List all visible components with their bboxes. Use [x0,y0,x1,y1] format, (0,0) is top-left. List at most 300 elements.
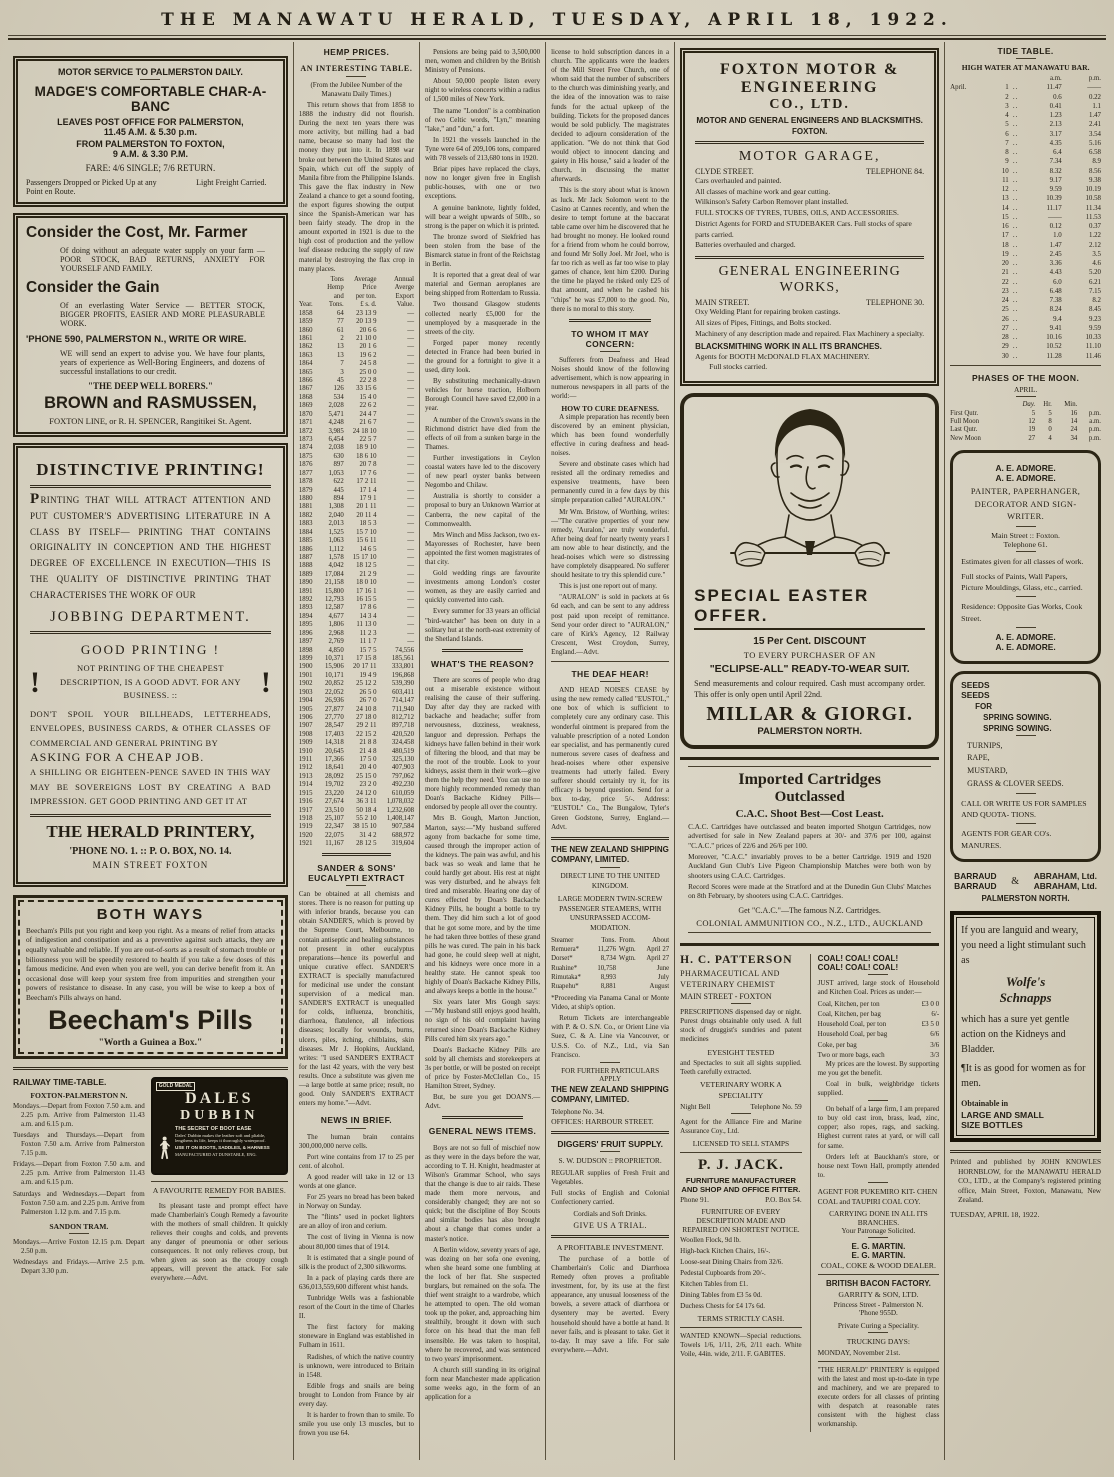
garage-service-line: Wilkinson's Safety Carbon Remover plant installed. [695,197,849,207]
value-cell: 897,718 [391,722,414,730]
value-cell: — [407,436,414,444]
rule [680,1152,802,1153]
phase-minute: 34 [1070,434,1078,442]
day-cell: 24 [1001,297,1009,305]
value-cell: 74,556 [395,646,414,654]
am-cell: 8.24 [1049,306,1062,314]
month-cell [950,185,991,194]
price-cell: 55 2 10 [356,815,377,822]
brief-item: It is reported that a great deal of war material and German aeroplanes are being shipped from Rotterdam to Russia. [424,271,541,298]
ad-paragraph: Agent for the Alliance Fire and Marine Assurance Coy., Ltd. [680,1118,802,1136]
leader-dots [1009,213,1023,222]
price-item: High-back Kitchen Chairs, 16/-. [680,1246,771,1255]
divider [69,1233,89,1234]
hemp-table-row [299,798,414,806]
divider [346,1128,366,1129]
divider [1016,551,1036,552]
price-cell: 17 5 0 [359,756,377,764]
col-header: per ton. [355,292,377,300]
year-cell: 1883 [298,520,313,528]
ad-paragraph: DON'T SPOIL YOUR BILLHEADS, LETTERHEADS, ENVELOPES, BUSINESS CARDS, & OTHER CLASSES OF COMMERCIAL AND GENERAL PRINTING BY [30,709,271,748]
price-cell: 17 7 6 [359,469,377,477]
day-cell: 20 [1001,260,1009,268]
tide-row [950,324,1101,333]
day-cell: 13 [1001,195,1009,203]
col-header: £ s. d. [360,301,377,309]
hemp-table-row [299,310,414,318]
tons-cell: 897 [333,461,344,469]
am-cell: 9.4 [1053,315,1062,323]
tide-table-body [950,83,1101,361]
year-cell: 1896 [298,629,313,637]
coal-price-row [818,1040,940,1050]
brief-item: Further investigations in Ceylon coastal waters have led to the discovery of new pearl oyster banks between Negombo and Chilaw. [424,453,541,490]
col-header: Tons [330,275,344,283]
value-cell: 319,604 [391,840,414,848]
firm-name-line: BARRAUD [954,871,997,882]
price-cell: 24 5 8 [359,360,377,368]
tide-row [950,130,1101,139]
article-source: (From the Jubilee Number of the Manawatu Daily Times.) [310,80,403,98]
hemp-table-row [299,453,414,461]
ad-paragraph: If you are languid and weary, you need a light stimulant such as [961,925,1086,967]
year-cell: 1899 [298,654,313,662]
news-brief-item: Tunbridge Wells was a fashionable resort of the Court in the time of Charles II. [298,1294,414,1321]
steamer-date: April 27 [646,946,670,954]
ad-firm-name: P. J. JACK. [697,1156,784,1173]
hemp-table-row [299,478,414,486]
coal-price: 6/6 [930,1030,940,1039]
works-service-line: All sizes of Pipes, Fittings, and Bolts stocked. [695,318,832,328]
ad-brand: DALES [185,1089,254,1107]
hemp-table-row [299,655,414,663]
month-cell [950,148,991,157]
month-cell [950,111,991,120]
seeds-line: SEEDS [961,689,990,700]
garage-service-line: All classes of machine work and gear cutting. [695,186,831,196]
firm-name-line: ABRAHAM, Ltd. [1033,871,1097,882]
month-cell [950,278,991,287]
brief-item: Briar pipes have replaced the clays, now no longer given free in English public-houses, with one or two exceptions. [424,165,541,201]
tide-row [950,241,1101,250]
leader-dots [1009,268,1023,277]
patronage-line: Your Patronage Solicited. [841,1226,916,1235]
brief-item: Two thousand Glasgow students collected nearly £5,000 for the unemployed by a masquerade in the streets of the city. [424,300,541,336]
divider [1016,58,1036,59]
article-paragraph: Sufferers from Deafness and Head Noises should know of the following advertisement, which is now appearing in numerous newspapers in all parts of the world:— [551,356,670,401]
year-cell: 1885 [298,537,313,545]
day-cell: 26 [1001,315,1009,323]
rule [30,814,271,817]
divider [473,1139,493,1140]
year-cell: 1887 [298,553,313,561]
divider [600,867,620,868]
ad-line: Full stocks of English and Colonial Confectionery carried. [551,1188,670,1206]
price-cell: 21 10 0 [356,334,377,342]
pm-cell: 10.19 [1085,186,1101,194]
tons-cell: 622 [333,478,344,486]
price-cell: 11 1 7 [359,638,377,646]
tons-cell: 7 [340,360,344,368]
ad-wolfes-schnapps [950,911,1101,1142]
value-cell: — [407,537,414,545]
ad-paragraph: A SHILLING OR EIGHTEEN-PENCE SAVED IN THIS WAY MAY BE SOVEREIGNS LOST BY CREATING A BAD IMPRESSION. GET GOOD PRINTING AND GET IT AT [30,767,271,807]
price-cell: 24 12 0 [356,789,377,797]
col-header: Price [362,284,377,292]
ad-paragraph: AGENTS FOR GEAR CO's. MANURES. [961,829,1052,850]
hemp-table-row [299,461,414,469]
discount-line: 15 Per Cent. DISCOUNT [753,635,867,647]
price-cell: 22 15 2 [356,730,377,738]
year-cell: 1868 [298,393,313,401]
masthead-title: THE MANAWATU HERALD, TUESDAY, APRIL 18, 1922. [161,10,953,30]
article-paragraph: Can be obtained at all chemists and stores. There is no reason for putting up with inferior brands, because you can obtain SANDER'S, which is proved by the Supreme Court, Melbourne, to contain antiseptic and healing substances not present in other eucalyptus preparations—hence its powerful and unique curative effect. SANDER'S EXTRACT is specially manufactured for medicinal use under the constant supervision of a medical man. SANDER'S EXTRACT is unequalled for colds, influenza, bronchitis, diarrhoea, flatulence, all infectious diseases; locally for wounds, burns, ulcers, piles, itching, chilblains, skin diseases. Mr J. Hopkins, Auckland, writes: "I used SANDER'S EXTRACT for the last 42 years, with the very best results. Once a substitute was given me—a large bottle at same price; result, no good. Only SANDER'S EXTRACT enters my home."—Advt. [298,890,414,1108]
tons-cell: 4,677 [328,612,344,620]
day-cell: 6 [1005,130,1009,138]
tons-cell: 2,769 [328,638,344,646]
ad-paragraph: Beecham's Pills put you right and keep you right. As a means of relief from attacks of indigestion and constipation and as a preventive against such attacks, they are equally valuable and reliable. If you are out-of-sorts as a result of stomach trouble or biliousness you will be speedily restored to health if you take a few doses of this famous medicine. And even when you are well, you can derive benefit from it. An occasional dose will keep your system free from impurities and strengthen your powers of resistance to disease. In any case, you will be wise to keep a box of Beecham's Pills always on hand. [26,925,275,1003]
value-cell: 711,940 [392,705,414,713]
hemp-table-row [299,529,414,537]
hemp-table-row [299,411,414,419]
phase-name: Full Moon [950,418,980,425]
furniture-price-list [680,1236,802,1312]
year-cell: 1918 [298,815,313,822]
tide-row [950,287,1101,296]
leader-dots [1009,167,1023,176]
seeds-line: FOR [975,701,993,711]
value-cell: — [407,368,414,376]
price-cell: 22 5 7 [359,436,377,444]
col-header: Hemp [327,284,344,292]
news-brief-item: Radishes, of which the native country is unknown, were introduced to Britain in 1548. [298,1352,414,1379]
price-cell: 25 0 0 [359,368,377,376]
hemp-table-row [299,638,414,646]
ad-tagline: "THE DEEP WELL BORERS." [88,381,213,391]
ad-paragraph: On behalf of a large firm, I am prepared to buy old cast iron, brass, lead, zinc, copper; also ropes, rags, and sacking. Highest current rates at yard, or will call for same. [817,1105,940,1150]
hemp-table-row [299,318,414,326]
pm-cell: 3.5 [1092,250,1101,258]
ad-headline: BRITISH BACON FACTORY. [825,1278,931,1288]
ad-address: MAIN STREET FOXTON [92,859,209,870]
ad-paragraph: and Spectacles to suit all sights supplied. Teeth carefully extracted. [680,1059,802,1077]
month-cell [950,305,991,314]
firm-name-line: BARRAUD [954,881,997,892]
price-cell: 22 6 2 [359,402,377,410]
pm-cell: 0.37 [1088,223,1101,231]
month-cell [950,315,991,324]
ad-paragraph: NOT PRINTING OF THE CHEAPEST DESCRIPTION, IS A GOOD ADVT. FOR ANY BUSINESS. :: [59,663,241,701]
dealer-name: E. G. MARTIN. [851,1250,906,1260]
year-cell: 1865 [298,368,313,376]
value-cell: — [407,385,414,393]
coal-headline: COAL! COAL! COAL! [817,953,899,963]
month-cell [950,102,991,111]
tons-cell: 27,770 [325,713,344,721]
col-header-pm: p.m. [1088,75,1101,83]
year-cell: 1882 [298,511,313,519]
steamer-date: April 27 [646,955,670,963]
garage-service-line: Cars overhauled and painted. [695,176,782,185]
day-cell: 1 [1005,84,1009,92]
works-services [695,307,924,339]
value-cell: — [407,638,414,646]
tons-cell: 126 [333,385,344,393]
dealer-name: E. G. MARTIN. [851,1241,906,1251]
hemp-table-row [299,697,414,705]
tide-row [950,185,1101,194]
article-paragraph: A simple preparation has recently been discovered by an eminent physician, which has been found wonderfully effective in curing deafness and head-noises. [551,412,670,457]
tons-cell: 64 [336,309,344,317]
tons-cell: 19,702 [325,781,344,789]
day-cell: 27 [1001,324,1009,332]
value-cell: — [407,562,414,570]
rule [13,1067,288,1070]
am-cell: 1.0 [1053,232,1062,240]
phase-day: 19 [1028,426,1036,434]
value-cell: — [407,469,414,477]
ad-fare: FARE: 4/6 SINGLE; 7/6 RETURN. [85,163,216,173]
ad-line: Private Curing a Speciality. [837,1320,920,1330]
year-cell: 1872 [298,427,313,435]
price-cell: 24 4 7 [359,410,377,418]
divider [731,1113,751,1114]
tide-row [950,111,1101,120]
year-cell: 1904 [298,697,313,705]
article-paragraph: license to hold subscription dances in a church. The applicants were the leaders of the Mill Street Free Church, one of whom said that the number of subscribers to the church was diminishing yearly, and the idea of the innovation was to raise funds for the actual upkeep of the building. Tickets for the proposed dances would be sold publicly. The magistrates decided to adjourn consideration of the application. "We do not think that God would object to innocent dancing and gaiety in His house," said a leader of the church, in discussing the matter afterwards. [551,48,670,184]
value-cell: 185,561 [391,654,414,662]
coal-item: Household Coal, per ton [817,1020,887,1029]
leader-dots [1009,315,1023,324]
pm-cell: 10.58 [1085,195,1101,203]
leader-dots [1009,259,1023,268]
rule [688,766,931,767]
am-cell: 9.41 [1049,324,1062,332]
hemp-table-row [299,739,414,747]
pm-cell: 8.9 [1092,158,1101,166]
works-service-line: Oxy Welding Plant for repairing broken castings. [695,307,841,317]
phase-name: First Qutr. [950,409,979,417]
price-cell: 20 1 6 [359,343,377,351]
coal-item: Coal, Kitchen, per bag [817,1010,881,1019]
price-cell: 18 12 5 [356,562,377,570]
cartridge-paragraphs [688,823,931,902]
leader-dots [1009,176,1023,185]
brief-item: Every summer for 33 years an official "bird-watcher" has been on duty in a solitary hut at the north-east extremity of the Shetland Islands. [424,607,541,643]
hemp-table-row [299,394,414,402]
value-cell: 812,712 [391,713,414,721]
leader-dots [1009,305,1023,314]
rule [695,256,924,259]
ad-line: REGULAR supplies of Fresh Fruit and Vegetables. [551,1168,670,1186]
tide-row [950,120,1101,129]
tide-row [950,333,1101,342]
tons-cell: 25,107 [325,815,344,822]
price-item: Kitchen Tables from £1. [680,1279,748,1288]
pm-cell: 11.10 [1085,343,1101,351]
brief-item: Pensions are being paid to 3,500,000 men, women and children by the British Ministry of Pensions. [424,48,541,75]
year-cell: 1906 [298,713,313,721]
article-paragraph: AND HEAD NOISES CEASE by using the new remedy called "EUSTOL," one box of which is sufficient to completely cure any ordinary case. This wonderful ointment is prepared from the valuable prescription of a noted London ear specialist, and has permanently cured numerous severe cases of deafness and head-noises where other expensive treatments had utterly failed. Every sufferer should certainly try it, for its efficacy is beyond question. Send for a box to-day, price 5/-. Address: "EUSTOL" Co., The Bungalow, Tyler's Green Godstone, Surrey, England.—Advt. [551,686,670,831]
tons-cell: 3,985 [328,427,344,435]
leader-dots [1009,130,1023,139]
terms-line: TERMS STRICTLY CASH. [697,1314,785,1324]
tons-cell: 1,578 [328,553,344,561]
day-cell: 12 [1001,186,1009,194]
price-cell: 24 18 10 [352,427,377,435]
year-cell: 1860 [298,326,313,334]
telephone: 'Phone 955D. [859,1308,898,1317]
brief-item: A number of the Crown's swans in the Richmond district have died from the effects of oil from a sunken barge in the Thames. [424,415,541,451]
am-cell: 0.41 [1049,102,1062,110]
ad-firm-name: A. E. ADMORE. [995,463,1056,474]
value-cell: — [407,520,414,528]
hemp-table-row [299,756,414,764]
price-item: Duchess Chests for £4 17s 6d. [680,1302,765,1311]
hemp-table-row [299,520,414,528]
article-heading: HEMP PRICES. [323,47,390,57]
tide-row [950,268,1101,277]
ad-contact: 'PHONE NO. 1. :: P. O. BOX, NO. 14. [69,845,232,857]
drop-cap: P [30,491,40,507]
ad-brand: Wolfe's [1005,974,1046,990]
ad-firm-name: THE HERALD PRINTERY, [46,821,255,841]
hemp-table-row [299,444,414,452]
ad-line: 11.45 A.M. & 5.30 p.m. [103,127,198,137]
hemp-table-row [299,731,414,739]
timetable-entry: Mondays.—Depart from Foxton 7.50 a.m. and 2.25 p.m. Arrive from Palmerston 11.43 a.m. and 6.15 p.m. [13,1101,145,1128]
article-subheading: AN INTERESTING TABLE. [300,64,413,74]
seed-item: RAPE, [967,753,990,763]
value-cell: — [407,579,414,587]
pm-cell: 9.59 [1088,324,1101,332]
tons-cell: 4,850 [328,646,344,654]
pm-cell: 8.56 [1088,167,1101,175]
rule [950,365,1101,366]
hemp-table-row [299,546,414,554]
article-paragraph: This return shows that from 1858 to 1888 the industry did not flourish. During the next ten years there was more activity, but milling had a bad name, because so many had lost the money they put into it. In 1898 war broke out between the United States and Spain, which cut off the supply of Manila fibre from the Philippine Islands. This gave the flax industry in New Zealand a chance to get a sound footing, the export figures showing the output since the Spanish-American war has been fairly steady. The drop in the amount exported in 1921 is due to the high cost of production and the yellow leaf disease reducing the supply of raw material by destroying the flax crop in many places. [298,100,414,273]
divider [731,1003,751,1004]
tons-cell: 4,042 [328,562,344,570]
hemp-table-row [299,706,414,714]
ad-paragraph: My prices are the lowest. By supporting me you get the benefit. [817,1059,940,1077]
timetable-entry: Wednesdays and Fridays.—Arrive 2.5 p.m. Depart 3.30 p.m. [13,1257,145,1276]
value-cell: 797,062 [391,772,414,780]
tons-cell: 22,347 [325,823,344,831]
col-header: Value. [396,301,414,309]
price-cell: 18 0 10 [356,579,377,587]
works-street: MAIN STREET. [695,298,750,308]
col-header: Tons. [601,936,617,944]
price-cell: 25 12 2 [356,680,377,688]
carrying-line: CARRYING DONE IN ALL ITS BRANCHES. [829,1208,928,1227]
firm-place: PALMERSTON NORTH. [981,894,1070,904]
price-cell: 15 17 10 [352,553,377,561]
phase-name: New Moon [950,434,981,442]
col-header: Average [354,275,377,283]
ad-firm-name: BROWN and RASMUSSEN, [44,394,257,412]
value-cell: — [407,545,414,553]
ad-brown-rasmussen [13,213,288,437]
day-cell: 14 [1001,204,1009,212]
ad-firm-name: A. E. ADMORE. [995,641,1056,652]
steamer-tons: 10,758 [597,964,617,972]
month-cell [950,342,991,351]
value-cell: — [407,309,414,317]
ad-line: MANUFACTURED AT DUNSTABLE, ENG. [175,1151,257,1157]
pm-cell: 2.41 [1088,121,1101,129]
value-cell: 1,078,032 [386,798,414,806]
hemp-table-row [299,840,414,848]
hemp-table-row [299,327,414,335]
price-cell: 27 18 0 [356,713,377,721]
tons-cell: 12,587 [325,604,344,612]
moon-table [950,401,1101,443]
pm-cell: 1.22 [1088,232,1101,240]
year-cell: 1910 [298,747,313,755]
value-cell: — [407,604,414,612]
product-line: "ECLIPSE-ALL" READY-TO-WEAR SUIT. [709,662,910,675]
pm-cell: 9.38 [1088,176,1101,184]
year-cell: 1895 [298,621,313,629]
article-heading: WHAT'S THE REASON? [431,658,535,669]
col-header: Annual [393,275,414,283]
am-cell: 10.52 [1046,343,1062,351]
year-cell: 1903 [298,688,313,696]
hemp-table-row [299,487,414,495]
ad-headline: MADGE'S COMFORTABLE CHAR-A-BANC [34,84,267,114]
general-news-paragraphs [425,1144,540,1403]
day-cell: 4 [1005,112,1009,120]
value-cell: — [407,343,414,351]
pm-cell: 1.1 [1092,102,1101,110]
article-paragraph: Return Tickets are interchangeable with P. & O. S.N. Co., or Orient Line via Suez, C. & A. Line via Vancouver, or U.S.S. Co. of N.Z., Ltd., via San Francisco. [551,1014,670,1059]
ad-line: Obtainable in [961,1099,1009,1109]
year-cell: 1862 [298,343,313,351]
month-cell [950,259,991,268]
tide-table [950,75,1101,361]
garage-service-line: FULL STOCKS OF TYRES, TUBES, OILS, AND ACCESSORIES. [695,208,899,218]
leader-dots [1009,102,1023,111]
rule [551,837,669,840]
hemp-table-row [299,369,414,377]
tons-cell: 3 [340,368,344,376]
coal-price-row [818,1029,940,1039]
leader-dots [1009,194,1023,203]
moon-row [950,418,1101,426]
price-cell: 15 7 5 [359,646,377,654]
sub-heading: HOW TO CURE DEAFNESS. [561,403,659,413]
col-header: Day. [1022,401,1036,409]
leader-dots [1009,231,1023,240]
year-cell: 1879 [298,486,313,494]
price-cell: 15 6 11 [356,537,377,545]
ad-headline: Consider the Gain [26,279,160,296]
month-cell [950,204,991,213]
steamer-name: Rimutaka* [551,973,581,981]
tide-row [950,352,1101,361]
divider [1016,793,1036,794]
ad-line: EYESIGHT TESTED [707,1048,775,1058]
year-cell: 1897 [298,638,313,646]
tide-row [950,176,1101,185]
year-cell: 1898 [298,646,313,654]
tons-cell: 6,454 [328,436,344,444]
value-cell: — [407,427,414,435]
phase-hour: 5 [1048,409,1052,417]
ad-address: MAIN STREET - FOXTON [680,991,772,1001]
leader-dots [1009,333,1023,342]
